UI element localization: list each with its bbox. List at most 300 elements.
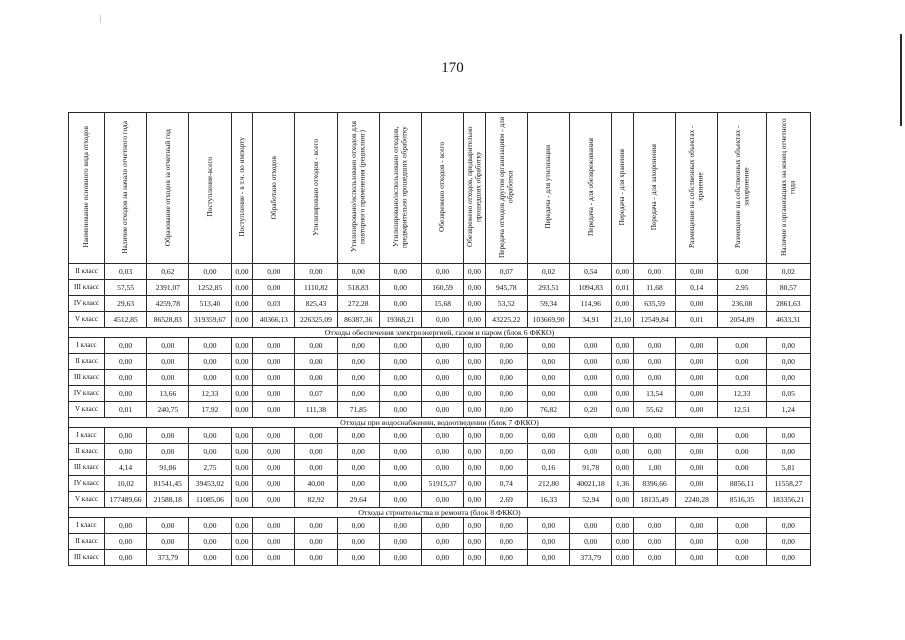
- column-header: [253, 113, 295, 264]
- page-edge-line: [900, 34, 902, 126]
- table-row: [69, 312, 811, 328]
- table-cell: 0,00: [527, 550, 569, 566]
- table-cell: 111,38: [295, 402, 337, 418]
- table-cell: 0,00: [421, 264, 463, 280]
- table-cell: 0,00: [189, 534, 231, 550]
- table-row: [69, 460, 811, 476]
- waste-class-label: IV класс: [69, 476, 105, 492]
- column-header: [379, 113, 421, 264]
- table-cell: 15,68: [421, 296, 463, 312]
- table-cell: 0,00: [421, 312, 463, 328]
- table-cell: 0,00: [337, 534, 379, 550]
- table-container: [68, 112, 811, 566]
- table-cell: 86387,36: [337, 312, 379, 328]
- scan-mark: [100, 15, 101, 23]
- waste-class-label: II класс: [69, 444, 105, 460]
- table-cell: 12,33: [189, 386, 231, 402]
- table-cell: 0,00: [421, 370, 463, 386]
- table-cell: 8856,11: [718, 476, 766, 492]
- table-cell: 0,00: [189, 370, 231, 386]
- table-cell: 0,00: [676, 518, 718, 534]
- table-cell: 0,00: [147, 338, 189, 354]
- column-header-label: Наличие в организациях на конец отчетного года: [778, 118, 797, 257]
- table-cell: 0,00: [337, 264, 379, 280]
- table-cell: 0,00: [379, 386, 421, 402]
- table-cell: 0,00: [421, 444, 463, 460]
- table-cell: 0,00: [676, 296, 718, 312]
- table-cell: 0,00: [464, 264, 486, 280]
- table-cell: 51915,37: [421, 476, 463, 492]
- table-cell: 0,00: [231, 370, 253, 386]
- table-cell: 0,00: [676, 338, 718, 354]
- section-header-row: [69, 328, 811, 338]
- table-cell: 2,95: [718, 280, 766, 296]
- table-cell: 183356,21: [766, 492, 810, 508]
- table-cell: 0,00: [485, 444, 527, 460]
- table-cell: 0,00: [527, 386, 569, 402]
- section-title: Отходы обеспечения электроэнергией, газом и паром (блок 6 ФККО): [69, 328, 811, 338]
- table-cell: 0,62: [147, 264, 189, 280]
- table-cell: 513,40: [189, 296, 231, 312]
- column-header-label: Обезврежено отходов, предварительно прошедших обработку: [465, 127, 483, 248]
- table-cell: 0,00: [253, 370, 295, 386]
- table-cell: 0,00: [676, 444, 718, 460]
- table-cell: 4512,85: [105, 312, 147, 328]
- table-cell: 0,00: [147, 444, 189, 460]
- table-cell: 0,00: [231, 492, 253, 508]
- table-cell: 1,24: [766, 402, 810, 418]
- table-cell: 8396,66: [633, 476, 675, 492]
- table-cell: 114,96: [570, 296, 612, 312]
- table-cell: 40021,18: [570, 476, 612, 492]
- table-cell: 0,00: [379, 428, 421, 444]
- table-cell: 0,00: [379, 460, 421, 476]
- table-cell: 0,00: [464, 444, 486, 460]
- table-cell: 0,00: [612, 264, 634, 280]
- table-cell: 0,00: [676, 550, 718, 566]
- table-cell: 17,92: [189, 402, 231, 418]
- table-cell: 0,00: [464, 550, 486, 566]
- table-cell: 825,43: [295, 296, 337, 312]
- column-header-label: Передача - для утилизации: [543, 145, 553, 230]
- table-cell: 0,00: [253, 354, 295, 370]
- table-cell: 0,00: [337, 370, 379, 386]
- table-cell: 0,01: [105, 402, 147, 418]
- table-cell: 0,00: [379, 264, 421, 280]
- table-cell: 0,00: [485, 354, 527, 370]
- table-cell: 1,00: [633, 460, 675, 476]
- table-cell: 0,00: [379, 518, 421, 534]
- table-cell: 0,00: [570, 428, 612, 444]
- table-cell: 0,00: [464, 312, 486, 328]
- table-cell: 0,00: [231, 534, 253, 550]
- section-title: Отходы при водоснабжении, водоотведении (блок 7 ФККО): [69, 418, 811, 428]
- table-cell: 0,00: [147, 354, 189, 370]
- column-header-label: Образование отходов за отчетный год: [162, 128, 172, 246]
- waste-class-label: II класс: [69, 534, 105, 550]
- table-row: [69, 534, 811, 550]
- table-cell: 11,68: [633, 280, 675, 296]
- table-cell: 0,20: [570, 402, 612, 418]
- table-cell: 0,00: [105, 534, 147, 550]
- table-cell: 0,00: [231, 428, 253, 444]
- column-header-label: Поступление - в т.ч. по импорту: [236, 137, 246, 238]
- waste-class-label: V класс: [69, 312, 105, 328]
- table-row: [69, 370, 811, 386]
- table-cell: 0,00: [295, 264, 337, 280]
- table-cell: 0,00: [718, 428, 766, 444]
- waste-class-label: III класс: [69, 370, 105, 386]
- table-cell: 0,00: [253, 386, 295, 402]
- table-cell: 0,00: [189, 264, 231, 280]
- table-cell: 0,00: [464, 338, 486, 354]
- table-cell: 0,00: [147, 518, 189, 534]
- table-cell: 0,00: [633, 354, 675, 370]
- table-cell: 1110,82: [295, 280, 337, 296]
- table-cell: 0,00: [464, 460, 486, 476]
- table-cell: 0,00: [718, 460, 766, 476]
- table-cell: 13,66: [147, 386, 189, 402]
- table-cell: 0,00: [766, 428, 810, 444]
- table-cell: 0,07: [295, 386, 337, 402]
- table-cell: 0,00: [379, 550, 421, 566]
- table-row: [69, 550, 811, 566]
- table-cell: 0,00: [766, 444, 810, 460]
- table-cell: 103669,90: [527, 312, 569, 328]
- table-cell: 16,33: [527, 492, 569, 508]
- table-cell: 0,00: [766, 338, 810, 354]
- table-cell: 0,00: [253, 550, 295, 566]
- table-cell: 0,00: [189, 518, 231, 534]
- column-header-label: Размещение на собственных объектах - захоронение: [732, 125, 750, 249]
- column-header: [676, 113, 718, 264]
- table-cell: 0,00: [612, 444, 634, 460]
- table-cell: 0,00: [105, 354, 147, 370]
- waste-class-label: I класс: [69, 518, 105, 534]
- waste-class-label: III класс: [69, 460, 105, 476]
- table-cell: 0,00: [718, 354, 766, 370]
- table-cell: 0,00: [253, 534, 295, 550]
- table-cell: 0,00: [718, 338, 766, 354]
- table-cell: 0,00: [612, 386, 634, 402]
- table-cell: 0,00: [485, 338, 527, 354]
- table-cell: 0,00: [676, 264, 718, 280]
- table-cell: 0,00: [570, 444, 612, 460]
- table-cell: 0,00: [379, 280, 421, 296]
- table-cell: 71,85: [337, 402, 379, 418]
- table-cell: 177489,66: [105, 492, 147, 508]
- table-cell: 0,00: [379, 476, 421, 492]
- table-cell: 240,75: [147, 402, 189, 418]
- table-cell: 0,00: [570, 338, 612, 354]
- table-cell: 373,79: [570, 550, 612, 566]
- table-cell: 0,01: [676, 312, 718, 328]
- table-cell: 0,00: [337, 460, 379, 476]
- column-header-label: Утилизировано/использовано отходов для повторного применения (рециклинг): [348, 121, 367, 253]
- table-cell: 0,00: [570, 518, 612, 534]
- column-header: [766, 113, 810, 264]
- column-header: [718, 113, 766, 264]
- table-cell: 0,00: [612, 518, 634, 534]
- table-cell: 0,14: [676, 280, 718, 296]
- table-cell: 0,00: [612, 550, 634, 566]
- table-cell: 0,00: [253, 428, 295, 444]
- table-cell: 2861,63: [766, 296, 810, 312]
- table-cell: 82,92: [295, 492, 337, 508]
- table-cell: 0,00: [527, 428, 569, 444]
- table-cell: 0,00: [253, 402, 295, 418]
- table-cell: 0,00: [633, 338, 675, 354]
- table-row: [69, 518, 811, 534]
- table-cell: 635,59: [633, 296, 675, 312]
- table-row: [69, 264, 811, 280]
- column-header-label: Обработано отходов: [268, 155, 278, 219]
- table-cell: 0,00: [485, 518, 527, 534]
- table-cell: 0,00: [718, 518, 766, 534]
- table-cell: 945,78: [485, 280, 527, 296]
- table-cell: 0,00: [295, 518, 337, 534]
- column-header-label: Поступление-всего: [204, 157, 214, 218]
- table-cell: 0,00: [612, 492, 634, 508]
- table-cell: 0,00: [464, 386, 486, 402]
- table-cell: 21,10: [612, 312, 634, 328]
- table-cell: 226325,09: [295, 312, 337, 328]
- table-cell: 2391,07: [147, 280, 189, 296]
- table-cell: 0,00: [485, 402, 527, 418]
- table-cell: 0,00: [676, 354, 718, 370]
- table-cell: 0,00: [570, 534, 612, 550]
- table-cell: 0,00: [337, 354, 379, 370]
- table-cell: 0,00: [464, 402, 486, 418]
- table-cell: 0,00: [231, 518, 253, 534]
- table-row: [69, 492, 811, 508]
- table-cell: 0,00: [231, 264, 253, 280]
- table-cell: 0,00: [676, 370, 718, 386]
- waste-class-label: I класс: [69, 428, 105, 444]
- table-cell: 0,00: [189, 550, 231, 566]
- table-cell: 0,00: [421, 428, 463, 444]
- table-cell: 91,86: [147, 460, 189, 476]
- table-cell: 0,00: [612, 402, 634, 418]
- table-row: [69, 354, 811, 370]
- table-cell: 0,00: [676, 460, 718, 476]
- table-row: [69, 402, 811, 418]
- table-cell: 0,00: [379, 354, 421, 370]
- table-cell: 0,00: [295, 444, 337, 460]
- table-cell: 0,00: [676, 428, 718, 444]
- table-cell: 0,00: [464, 476, 486, 492]
- column-header: [147, 113, 189, 264]
- table-cell: 0,00: [421, 354, 463, 370]
- table-row: [69, 476, 811, 492]
- table-cell: 81541,45: [147, 476, 189, 492]
- table-cell: 0,00: [253, 518, 295, 534]
- table-cell: 0,02: [766, 264, 810, 280]
- table-cell: 0,00: [105, 338, 147, 354]
- waste-class-label: V класс: [69, 402, 105, 418]
- column-header-label: Размещение на собственных объектах - хранение: [687, 125, 705, 249]
- table-cell: 0,00: [676, 386, 718, 402]
- table-cell: 0,00: [379, 402, 421, 418]
- table-cell: 0,00: [633, 370, 675, 386]
- table-cell: 0,00: [421, 492, 463, 508]
- table-cell: 0,00: [147, 534, 189, 550]
- table-cell: 0,00: [612, 296, 634, 312]
- waste-class-label: III класс: [69, 550, 105, 566]
- table-cell: 0,00: [189, 354, 231, 370]
- table-cell: 0,00: [766, 534, 810, 550]
- column-header: [633, 113, 675, 264]
- table-cell: 160,59: [421, 280, 463, 296]
- table-cell: 373,79: [147, 550, 189, 566]
- table-cell: 2,69: [485, 492, 527, 508]
- table-cell: 4,14: [105, 460, 147, 476]
- table-cell: 59,34: [527, 296, 569, 312]
- waste-class-label: II класс: [69, 264, 105, 280]
- table-cell: 76,82: [527, 402, 569, 418]
- table-cell: 0,00: [295, 534, 337, 550]
- column-header: [337, 113, 379, 264]
- table-cell: 40366,13: [253, 312, 295, 328]
- table-cell: 0,00: [253, 264, 295, 280]
- table-cell: 0,00: [527, 534, 569, 550]
- table-cell: 11558,27: [766, 476, 810, 492]
- table-cell: 0,00: [421, 534, 463, 550]
- table-row: [69, 444, 811, 460]
- column-header: [105, 113, 147, 264]
- waste-class-label: IV класс: [69, 296, 105, 312]
- table-cell: 236,08: [718, 296, 766, 312]
- table-cell: 0,00: [231, 444, 253, 460]
- table-cell: 4633,31: [766, 312, 810, 328]
- table-cell: 0,00: [527, 338, 569, 354]
- table-cell: 0,00: [231, 354, 253, 370]
- table-cell: 0,00: [253, 338, 295, 354]
- table-cell: 0,00: [676, 534, 718, 550]
- table-cell: 0,00: [105, 386, 147, 402]
- table-cell: 0,00: [295, 338, 337, 354]
- column-header-label: Обезврежено отходов - всего: [437, 142, 447, 233]
- table-cell: 0,00: [337, 428, 379, 444]
- table-cell: 0,00: [189, 428, 231, 444]
- table-cell: 0,00: [464, 354, 486, 370]
- table-cell: 40,00: [295, 476, 337, 492]
- table-cell: 0,00: [231, 476, 253, 492]
- table-cell: 2240,28: [676, 492, 718, 508]
- table-cell: 0,00: [147, 370, 189, 386]
- table-cell: 0,00: [676, 476, 718, 492]
- table-cell: 29,64: [337, 492, 379, 508]
- table-cell: 55,62: [633, 402, 675, 418]
- table-cell: 0,00: [231, 386, 253, 402]
- column-header-label: Передача отходов другим организациям - для обработки: [496, 116, 515, 258]
- table-cell: 0,00: [485, 534, 527, 550]
- table-cell: 0,00: [612, 534, 634, 550]
- table-cell: 0,00: [253, 460, 295, 476]
- table-cell: 0,00: [337, 550, 379, 566]
- table-cell: 12,33: [718, 386, 766, 402]
- column-header: [189, 113, 231, 264]
- section-header-row: [69, 418, 811, 428]
- column-header: [612, 113, 634, 264]
- table-cell: 0,00: [105, 428, 147, 444]
- table-cell: 19368,21: [379, 312, 421, 328]
- column-header-label: Передача - для захоронения: [649, 144, 659, 231]
- table-cell: 5,81: [766, 460, 810, 476]
- table-cell: 0,00: [527, 354, 569, 370]
- table-cell: 272,28: [337, 296, 379, 312]
- table-cell: 0,00: [464, 296, 486, 312]
- table-cell: 39453,02: [189, 476, 231, 492]
- table-cell: 0,00: [147, 428, 189, 444]
- header-row: [69, 113, 811, 264]
- table-cell: 0,00: [485, 370, 527, 386]
- table-cell: 0,07: [485, 264, 527, 280]
- table-cell: 0,00: [295, 370, 337, 386]
- column-header: [527, 113, 569, 264]
- table-cell: 0,00: [464, 280, 486, 296]
- table-cell: 0,01: [612, 280, 634, 296]
- table-cell: 0,00: [464, 534, 486, 550]
- table-cell: 0,00: [464, 492, 486, 508]
- waste-class-label: V класс: [69, 492, 105, 508]
- table-cell: 0,00: [485, 460, 527, 476]
- table-cell: 0,00: [766, 518, 810, 534]
- table-cell: 0,00: [337, 518, 379, 534]
- column-header: [485, 113, 527, 264]
- table-cell: 10,02: [105, 476, 147, 492]
- table-cell: 0,00: [718, 534, 766, 550]
- table-cell: 1094,83: [570, 280, 612, 296]
- table-cell: 0,03: [253, 296, 295, 312]
- waste-class-label: IV класс: [69, 386, 105, 402]
- table-cell: 0,00: [337, 338, 379, 354]
- table-cell: 18135,49: [633, 492, 675, 508]
- table-cell: 0,00: [105, 370, 147, 386]
- table-cell: 0,00: [464, 370, 486, 386]
- table-cell: 2,75: [189, 460, 231, 476]
- table-cell: 0,00: [766, 550, 810, 566]
- table-cell: 0,00: [295, 550, 337, 566]
- table-row: [69, 280, 811, 296]
- table-cell: 0,00: [612, 460, 634, 476]
- table-cell: 0,00: [253, 492, 295, 508]
- section-title: Отходы строительства и ремонта (блок 8 ФККО): [69, 508, 811, 518]
- table-cell: 0,00: [612, 428, 634, 444]
- section-header-row: [69, 508, 811, 518]
- table-cell: 52,94: [570, 492, 612, 508]
- table-cell: 0,00: [570, 354, 612, 370]
- table-cell: 0,00: [766, 370, 810, 386]
- column-header-label: Передача - для хранения: [617, 149, 627, 226]
- table-cell: 0,00: [612, 354, 634, 370]
- table-row: [69, 386, 811, 402]
- table-cell: 0,00: [676, 402, 718, 418]
- table-cell: 0,00: [633, 550, 675, 566]
- table-cell: 57,55: [105, 280, 147, 296]
- table-cell: 0,00: [421, 518, 463, 534]
- table-cell: 2054,89: [718, 312, 766, 328]
- table-cell: 1,36: [612, 476, 634, 492]
- table-cell: 43225,22: [485, 312, 527, 328]
- table-cell: 0,16: [527, 460, 569, 476]
- table-cell: 0,03: [105, 264, 147, 280]
- table-cell: 21588,18: [147, 492, 189, 508]
- table-cell: 0,74: [485, 476, 527, 492]
- table-cell: 0,00: [718, 370, 766, 386]
- table-cell: 13,54: [633, 386, 675, 402]
- table-cell: 8516,35: [718, 492, 766, 508]
